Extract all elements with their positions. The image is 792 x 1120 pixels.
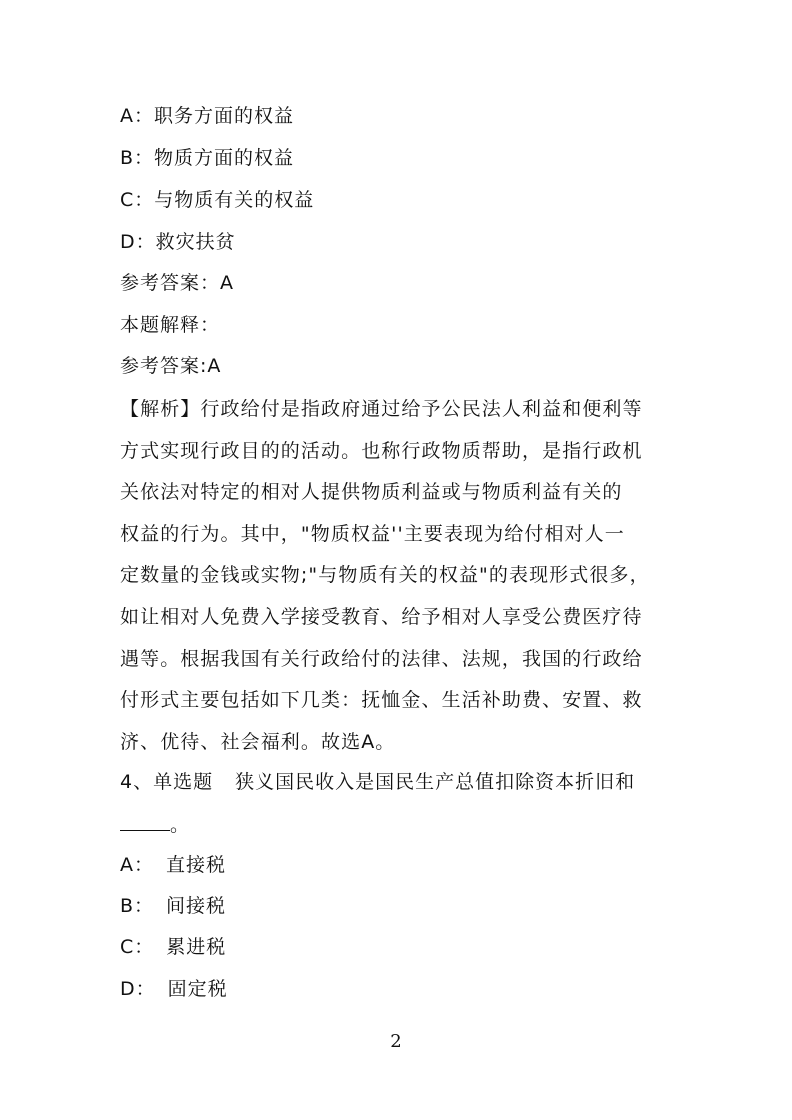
analysis-line: 【解析】行政给付是指政府通过给予公民法人利益和便利等 — [120, 398, 643, 420]
option-letter: A： — [120, 854, 154, 876]
q3-explain-title: 本题解释： — [120, 314, 221, 336]
analysis-line: 定数量的金钱或实物;"与物质有关的权益"的表现形式很多， — [120, 564, 650, 587]
option-letter: D： — [120, 978, 156, 1000]
analysis-line: 付形式主要包括如下几类：抚恤金、生活补助费、安置、救 — [120, 689, 643, 712]
analysis-line: 遇等。根据我国有关行政给付的法律、法规，我国的行政给 — [120, 647, 643, 670]
analysis-line: 如让相对人免费入学接受教育、给予相对人享受公费医疗待 — [120, 605, 643, 628]
q4-blank-line — [120, 812, 190, 837]
q4-option-a — [120, 853, 226, 877]
q4-number: 4、单选题 — [120, 771, 214, 793]
option-text: 固定税 — [167, 978, 228, 1000]
option-text: 直接税 — [166, 854, 227, 876]
q3-option-c: C：与物质有关的权益 — [120, 189, 315, 211]
q4-option-b — [120, 894, 226, 918]
option-text: 累进税 — [166, 936, 227, 958]
q3-option-a: A：职务方面的权益 — [120, 105, 294, 127]
answer-blank — [120, 812, 170, 831]
analysis-line: 权益的行为。其中，"物质权益''主要表现为给付相对人一 — [120, 522, 625, 545]
q3-option-d: D：救灾扶贫 — [120, 231, 236, 253]
q4-blank-end: 。 — [170, 814, 191, 836]
q3-analysis — [120, 397, 680, 771]
q3-answer: 参考答案：A — [120, 272, 234, 294]
option-letter: B： — [120, 895, 155, 917]
option-text: 间接税 — [166, 895, 227, 917]
page-number: 2 — [390, 1031, 402, 1052]
q4-text: 狭义国民收入是国民生产总值扣除资本折旧和 — [235, 771, 636, 793]
q4-stem — [120, 770, 635, 794]
analysis-line: 济、优待、社会福利。故选A。 — [120, 730, 396, 753]
analysis-line: 方式实现行政目的的活动。也称行政物质帮助，是指行政机 — [120, 439, 643, 462]
q3-answer-repeat: 参考答案:A — [120, 355, 222, 377]
q4-option-c — [120, 935, 226, 959]
q4-option-d — [120, 977, 228, 1001]
q3-option-b: B：物质方面的权益 — [120, 147, 295, 169]
option-letter: C： — [120, 936, 155, 958]
analysis-line: 关依法对特定的相对人提供物质利益或与物质利益有关的 — [120, 481, 623, 504]
